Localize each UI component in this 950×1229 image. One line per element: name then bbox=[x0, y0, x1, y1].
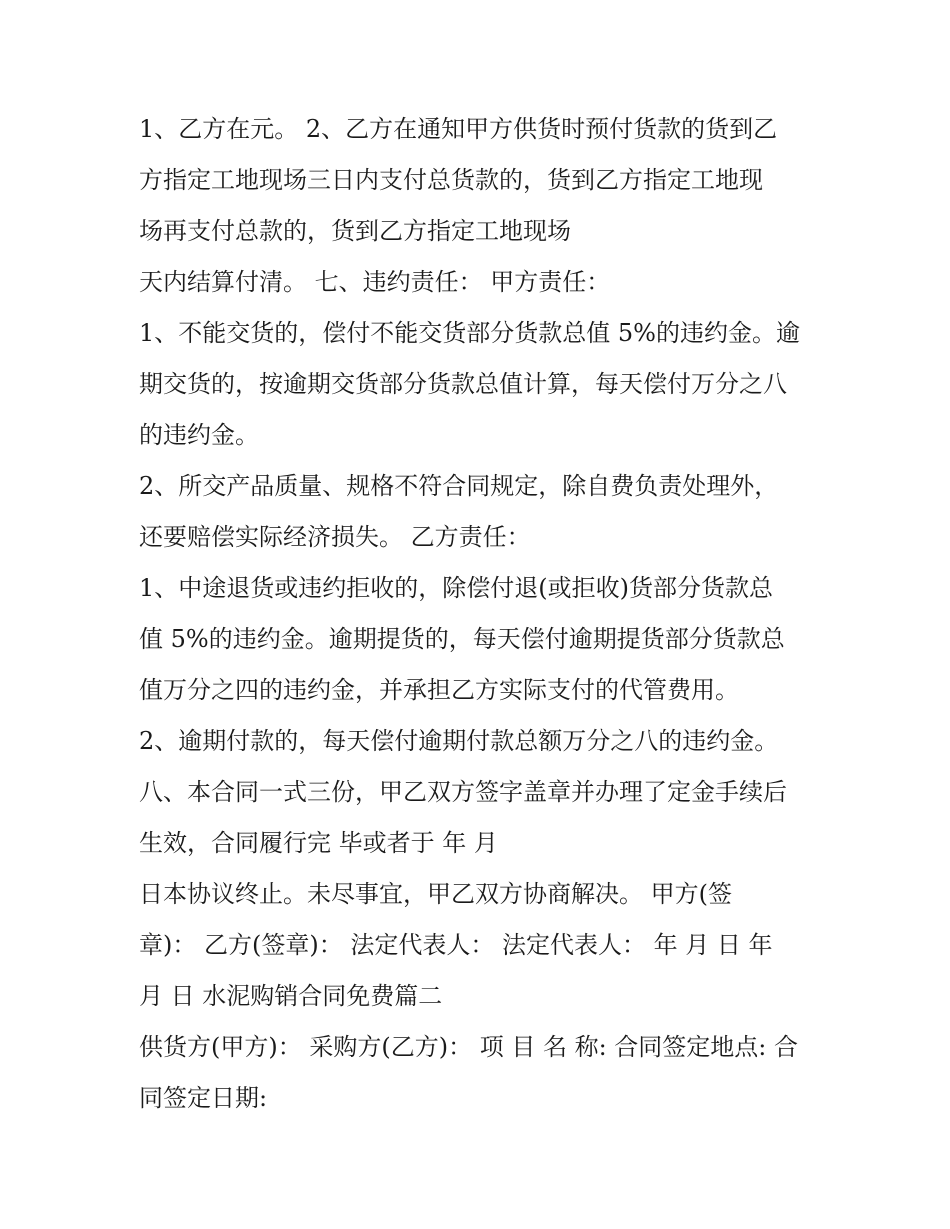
text-line-11: 值 5%的违约金。逾期提货的，每天偿付逾期提货部分货款总 bbox=[139, 625, 785, 653]
text-line-7: 的违约金。 bbox=[139, 421, 259, 449]
text-line-20: 同签定日期: bbox=[139, 1084, 268, 1112]
text-line-12: 值万分之四的违约金，并承担乙方实际支付的代管费用。 bbox=[139, 676, 739, 704]
text-line-5: 1、不能交货的，偿付不能交货部分货款总值 5%的违约金。逾 bbox=[139, 319, 800, 347]
text-line-9: 还要赔偿实际经济损失。 乙方责任： bbox=[139, 523, 531, 551]
text-line-3: 场再支付总款的，货到乙方指定工地现场 bbox=[139, 217, 571, 245]
text-line-19: 供货方(甲方)： 采购方(乙方)： 项 目 名 称: 合同签定地点: 合 bbox=[139, 1033, 799, 1061]
text-line-8: 2、所交产品质量、规格不符合同规定，除自费负责处理外， bbox=[139, 472, 779, 500]
text-line-16: 日本协议终止。未尽事宜，甲乙双方协商解决。 甲方(签 bbox=[139, 880, 732, 908]
text-line-14: 八、本合同一式三份，甲乙双方签字盖章并办理了定金手续后 bbox=[139, 778, 787, 806]
text-line-17: 章)： 乙方(签章)： 法定代表人： 法定代表人： 年 月 日 年 bbox=[139, 931, 773, 959]
text-line-6: 期交货的，按逾期交货部分货款总值计算，每天偿付万分之八 bbox=[139, 370, 787, 398]
text-line-13: 2、逾期付款的，每天偿付逾期付款总额万分之八的违约金。 bbox=[139, 727, 779, 755]
text-line-10: 1、中途退货或违约拒收的，除偿付退(或拒收)货部分货款总 bbox=[139, 574, 773, 602]
text-line-4: 天内结算付清。 七、违约责任： 甲方责任： bbox=[139, 268, 611, 296]
text-line-15: 生效，合同履行完 毕或者于 年 月 bbox=[139, 829, 498, 857]
document-body bbox=[139, 104, 829, 1124]
text-line-1: 1、乙方在元。 2、乙方在通知甲方供货时预付货款的货到乙 bbox=[139, 115, 778, 143]
text-line-2: 方指定工地现场三日内支付总货款的，货到乙方指定工地现 bbox=[139, 166, 763, 194]
text-line-18: 月 日 水泥购销合同免费篇二 bbox=[139, 982, 443, 1010]
